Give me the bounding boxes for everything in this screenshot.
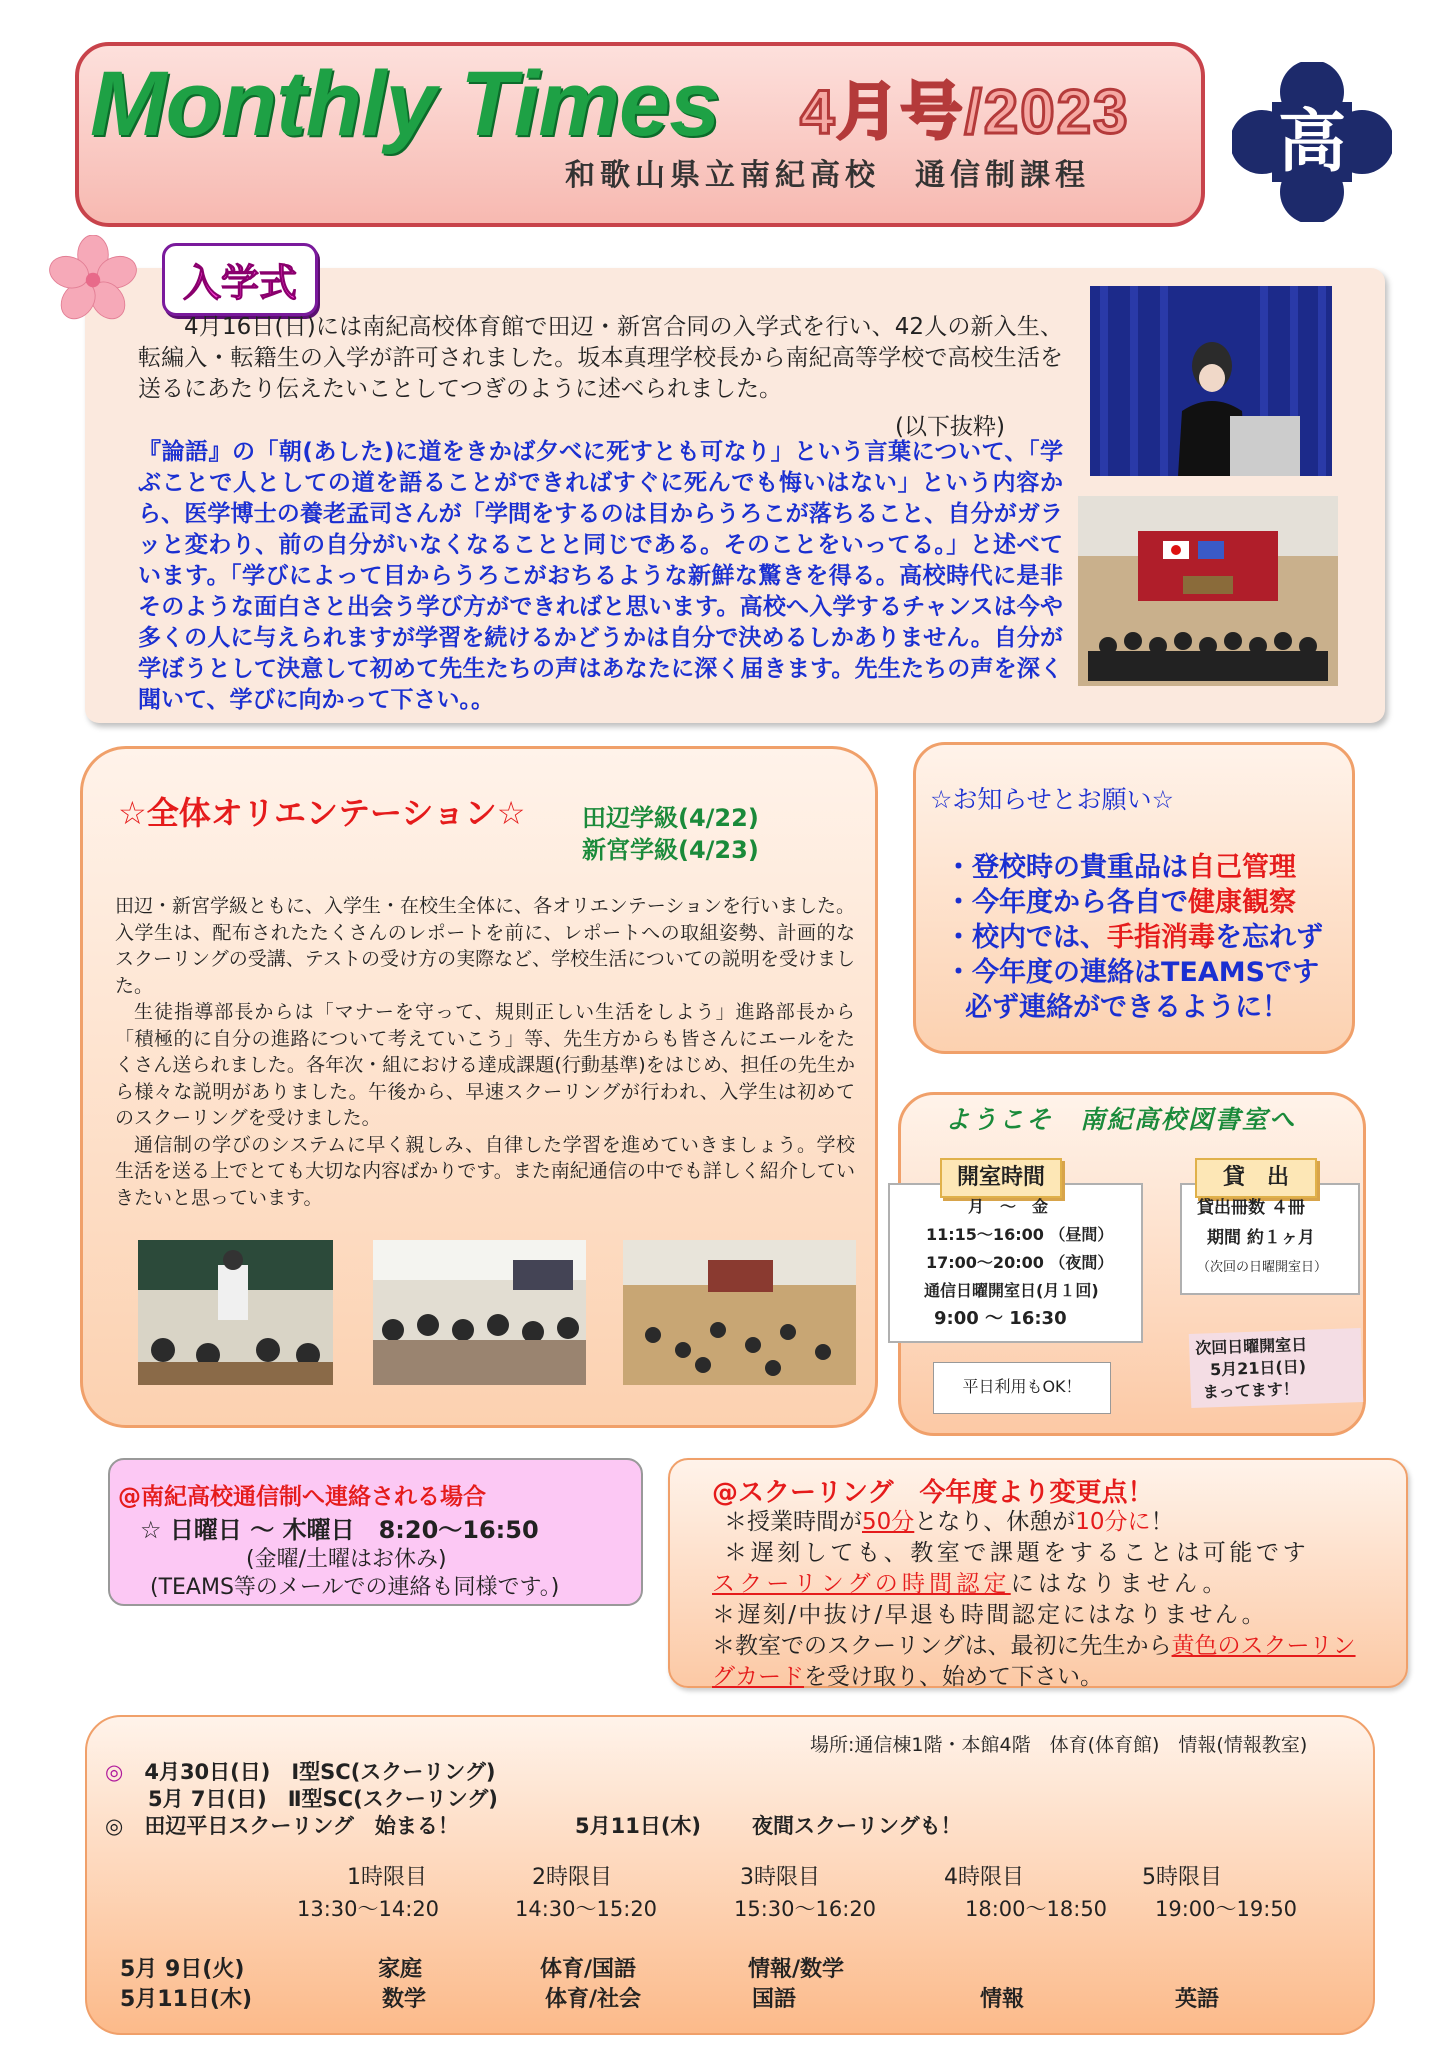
change-item: ＊遅刻/中抜け/早退も時間認定にはなりません。 [712,1602,1268,1628]
schedule-event: 5月 7日(日) Ⅱ型SC(スクーリング) [148,1787,498,1811]
principal-quote: 『論語』の「朝(あした)に道をきかば夕べに死すとも可なり」という言葉について、「学ぶことで人としての道を語ることができればすぐに死んでも悔いはない」という内容から、医学博士の養老孟司さんが「学問をするのは目からうろこが落ちること、自分がガラッと変わり、前の自分がいなくなることと同じである。そのことをいってる。」と述べています。「学びによって目からうろこがおちるような新鮮な驚きを得る。高校時代に是非そのような面白さと出会う学び方ができればと思います。高校へ入学するチャンスは今や多くの人に与えられますが学習を続けるかどうかは自分で決めるしかありません。自分が学ぼうとして決意して初めて先生たちの声はあなたに深く届きます。先生たちの声を深く聞いて、学びに向かって下さい。。 [138,439,1064,713]
orientation-date-tanabe: 田辺学級(4/22) [582,804,759,832]
schedule-cell: 数学 [382,1987,427,2012]
schedule-cell: 家庭 [378,1957,423,1982]
period-label: 2時限目 [532,1865,612,1890]
schedule-row-date: 5月 9日(火) [120,1957,245,1982]
period-time: 19:00～19:50 [1155,1897,1298,1921]
entrance-ceremony-heading: 入学式 [162,243,318,316]
newsletter-title: Monthly Times [90,53,720,155]
period-time: 18:00～18:50 [965,1897,1108,1921]
next-sunday-opening-note: 次回日曜開室日 5月21日(日) まってます！ [1189,1328,1363,1408]
contact-heading: @南紀高校通信制へ連絡される場合 [118,1484,486,1510]
change-item: スクーリングの時間認定にはなりません。 [712,1571,1230,1597]
orientation-date-shingu: 新宮学級(4/23) [582,836,759,864]
orientation-heading: ☆全体オリエンテーション☆ [118,794,526,832]
schedule-location: 場所:通信棟1階・本館4階 体育(体育館) 情報(情報教室) [810,1734,1308,1756]
issue-label: 4月号/2023 [800,78,1130,147]
orientation-paragraph: 通信制の学びのシステムに早く親しみ、自律した学習を進めていきましょう。学校生活を送る上でとても大切な内容ばかりです。また南紀通信の中でも詳しく紹介していきたいと思っています。 [115,1133,855,1209]
contact-teams-note: (TEAMS等のメールでの連絡も同様です。) [150,1575,560,1600]
entrance-intro-text: 4月16日(日)には南紀高校体育館で田辺・新宮合同の入学式を行い、42人の新入生、転編入・転籍生の入学が許可されました。坂本真理学校長から南紀高等学校で高校生活を送るにあたり伝えたいことしてつぎのように述べられました。 [138,314,1063,402]
period-label: 3時限目 [740,1865,820,1890]
period-label: 5時限目 [1142,1865,1222,1890]
schedule-cell: 体育/社会 [545,1987,642,2012]
night-schooling-date: 5月11日(木) [575,1814,702,1838]
schooling-changes-heading: @スクーリング 今年度より変更点！ [712,1478,1154,1508]
entrance-intro [138,312,1063,405]
notice-item: ・今年度の連絡はTEAMSです [945,957,1320,988]
orientation-paragraph: 生徒指導部長からは「マナーを守って、規則正しい生活をしよう」進路部長から「積極的に自分の進路について考えていこう」等、先生方からも皆さんにエールをたくさん送られました。各年次・組における達成課題(行動基準)をはじめ、担任の先生から様々な説明がありました。午後から、早速スクーリングが行われ、入学生は初めてのスクーリングを受けました。 [115,1001,855,1129]
notice-item: ・今年度から各自で健康観察 [945,887,1296,918]
schedule-cell: 国語 [752,1987,797,2012]
notice-heading: ☆お知らせとお願い☆ [930,785,1175,814]
school-name: 和歌山県立南紀高校 通信制課程 [565,158,1090,193]
notice-item: ・登校時の貴重品は自己管理 [945,852,1296,883]
library-lending-tag: 貸 出 [1195,1158,1317,1198]
contact-hours: ☆ 日曜日 ～ 木曜日 8:20～16:50 [140,1516,539,1544]
period-label: 4時限目 [944,1865,1024,1890]
notice-item: 必ず連絡ができるように！ [965,992,1289,1023]
night-schooling-note: 夜間スクーリングも！ [752,1814,962,1838]
period-time: 13:30～14:20 [297,1897,440,1921]
notice-list [945,850,1345,1025]
change-item: グカードを受け取り、始めて下さい。 [712,1664,1103,1690]
period-time: 14:30～15:20 [515,1897,658,1921]
library-lending-info: 貸出冊数 ４冊 期間 約１ヶ月 （次回の日曜開室日） [1197,1198,1328,1275]
ceremony-hall-photo [1078,496,1338,686]
change-item: ＊授業時間が50分となり、休憩が10分に！ [724,1509,1174,1535]
schedule-cell: 体育/国語 [540,1957,637,1982]
schooling-changes-list [712,1507,1394,1693]
svg-text:高: 高 [1277,102,1347,182]
gym-orientation-photo [623,1240,856,1385]
notice-item: ・校内では、手指消毒を忘れず [945,922,1323,953]
schedule-event: ◎ 4月30日(日) Ⅰ型SC(スクーリング) [105,1760,496,1784]
classroom-photo-1 [138,1240,333,1385]
school-emblem-logo [1232,62,1392,222]
schedule-row-date: 5月11日(木) [120,1987,253,2012]
orientation-paragraph: 田辺・新宮学級ともに、入学生・在校生全体に、各オリエンテーションを行いました。入学生は、配布されたたくさんのレポートを前に、レポートへの取組姿勢、計画的なスクーリングの受講、テストの受け方の実際など、学校生活についての説明を受けました。 [115,895,855,997]
library-hours: 月 ～ 金 11:15～16:00 （昼間） 17:00～20:00 （夜間） 通信日曜開室日(月１回) 9:00 ～ 16:30 [924,1197,1114,1329]
contact-closed-note: (金曜/土曜はお休み) [246,1547,447,1572]
classroom-photo-2 [373,1240,586,1385]
cherry-blossom-icon [48,235,138,325]
library-hours-tag: 開室時間 [940,1158,1062,1198]
schedule-cell: 情報 [980,1987,1025,2012]
change-item: ＊遅刻しても、教室で課題をすることは可能です [724,1540,1310,1566]
schedule-cell: 情報/数学 [748,1957,845,1982]
weekday-use-note: 平日利用もOK！ [933,1362,1111,1414]
excerpt-label: (以下抜粋) [895,414,1005,440]
principal-speech-photo [1090,286,1332,476]
orientation-body [115,893,855,1211]
change-item: ＊教室でのスクーリングは、最初に先生から黄色のスクーリン [712,1633,1356,1659]
library-heading: ようこそ 南紀高校図書室へ [945,1105,1297,1134]
period-time: 15:30～16:20 [734,1897,877,1921]
period-label: 1時限目 [347,1865,427,1890]
schedule-cell: 英語 [1175,1987,1220,2012]
schedule-event: ◎ 田辺平日スクーリング 始まる！ [105,1814,459,1838]
